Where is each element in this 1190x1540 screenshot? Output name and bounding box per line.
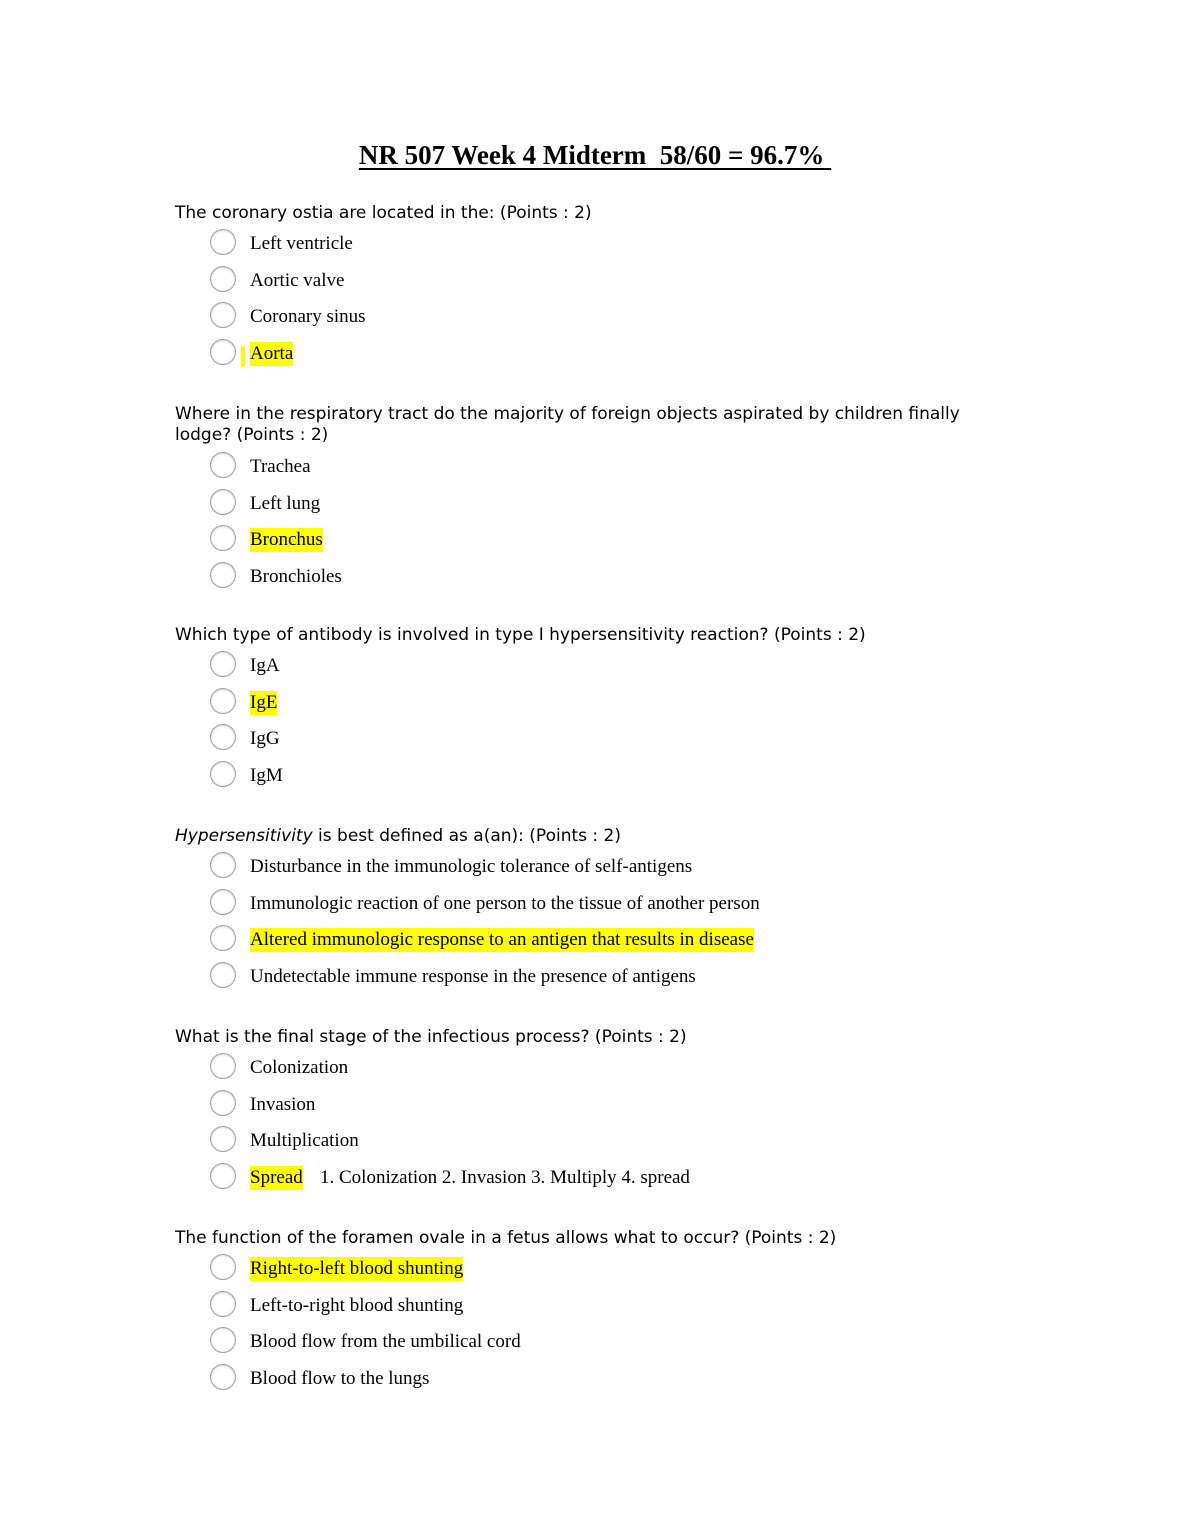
answer-label: Undetectable immune response in the presence of antigens xyxy=(250,966,696,987)
answer-label: IgE xyxy=(250,692,278,713)
highlight-mark xyxy=(241,346,245,367)
answer-label: Aorta xyxy=(250,343,294,364)
question-text: Where in the respiratory tract do the majority of foreign objects aspirated by children finally lodge? (Points : 2) xyxy=(175,404,960,445)
question-text: The function of the foramen ovale in a fetus allows what to occur? (Points : 2) xyxy=(175,1228,837,1248)
answer-note: 1. Colonization 2. Invasion 3. Multiply 4. spread xyxy=(320,1167,690,1188)
answer-label: Immunologic reaction of one person to the tissue of another person xyxy=(250,893,760,914)
answer-option[interactable] xyxy=(208,651,1008,685)
question-text: Which type of antibody is involved in type I hypersensitivity reaction? (Points : 2) xyxy=(175,625,866,645)
radio-button[interactable] xyxy=(210,1126,236,1152)
answer-label: Left-to-right blood shunting xyxy=(250,1295,464,1316)
answer-option[interactable] xyxy=(208,1327,1008,1361)
answer-label: Spread xyxy=(250,1167,303,1188)
answer-label: Colonization xyxy=(250,1057,349,1078)
answer-label: Blood flow to the lungs xyxy=(250,1368,430,1389)
radio-button[interactable] xyxy=(210,925,236,951)
radio-button[interactable] xyxy=(210,562,236,588)
answer-label: Bronchioles xyxy=(250,566,342,587)
answer-option[interactable] xyxy=(208,229,1008,263)
radio-button[interactable] xyxy=(210,452,236,478)
answer-label: Disturbance in the immunologic tolerance of self-antigens xyxy=(250,856,693,877)
radio-button[interactable] xyxy=(210,1254,236,1280)
radio-button[interactable] xyxy=(210,1090,236,1116)
answer-option[interactable] xyxy=(208,562,1008,596)
answer-label: Trachea xyxy=(250,456,311,477)
answer-label: Right-to-left blood shunting xyxy=(250,1258,464,1279)
question-text-italic: Hypersensitivity xyxy=(175,826,313,846)
answer-label: Blood flow from the umbilical cord xyxy=(250,1331,521,1352)
question-text: What is the final stage of the infectious process? (Points : 2) xyxy=(175,1027,687,1047)
radio-button[interactable] xyxy=(210,339,236,365)
answer-option-highlighted[interactable] xyxy=(208,688,1008,722)
answer-label: Aortic valve xyxy=(250,270,345,291)
answer-option[interactable] xyxy=(208,1053,1008,1087)
radio-button[interactable] xyxy=(210,1327,236,1353)
radio-button[interactable] xyxy=(210,266,236,292)
answer-option[interactable] xyxy=(208,761,1008,795)
answer-label: Altered immunologic response to an antigen that results in disease xyxy=(250,929,754,950)
answer-option[interactable] xyxy=(208,889,1008,923)
radio-button[interactable] xyxy=(210,852,236,878)
radio-button[interactable] xyxy=(210,761,236,787)
radio-button[interactable] xyxy=(210,724,236,750)
answer-option[interactable] xyxy=(208,302,1008,336)
radio-button[interactable] xyxy=(210,229,236,255)
answer-option[interactable] xyxy=(208,489,1008,523)
answer-option-highlighted[interactable] xyxy=(208,1254,1008,1288)
answer-option-highlighted[interactable] xyxy=(208,925,1008,959)
radio-button[interactable] xyxy=(210,651,236,677)
answer-option[interactable] xyxy=(208,1126,1008,1160)
answer-label: Invasion xyxy=(250,1094,316,1115)
question-text-rest: is best defined as a(an): (Points : 2) xyxy=(312,826,621,846)
answer-label: Left lung xyxy=(250,493,321,514)
answer-label: Multiplication xyxy=(250,1130,359,1151)
answer-label: IgG xyxy=(250,728,280,749)
answer-option-highlighted[interactable] xyxy=(208,339,1008,373)
radio-button[interactable] xyxy=(210,302,236,328)
radio-button[interactable] xyxy=(210,1163,236,1189)
radio-button[interactable] xyxy=(210,962,236,988)
radio-button[interactable] xyxy=(210,1364,236,1390)
radio-button[interactable] xyxy=(210,1053,236,1079)
answer-label: IgA xyxy=(250,655,280,676)
answer-option[interactable] xyxy=(208,962,1008,996)
answer-option[interactable] xyxy=(208,1090,1008,1124)
question-text: The coronary ostia are located in the: (Points : 2) xyxy=(175,203,592,223)
answer-label: Bronchus xyxy=(250,529,323,550)
radio-button[interactable] xyxy=(210,688,236,714)
answer-option-highlighted[interactable] xyxy=(208,1163,1008,1197)
radio-button[interactable] xyxy=(210,489,236,515)
answer-option[interactable] xyxy=(208,724,1008,758)
answer-option[interactable] xyxy=(208,452,1008,486)
answer-label: Left ventricle xyxy=(250,233,353,254)
answer-option[interactable] xyxy=(208,1364,1008,1398)
answer-label: IgM xyxy=(250,765,283,786)
radio-button[interactable] xyxy=(210,1291,236,1317)
question-text xyxy=(175,826,1005,847)
answer-label: Coronary sinus xyxy=(250,306,366,327)
radio-button[interactable] xyxy=(210,525,236,551)
answer-option-highlighted[interactable] xyxy=(208,525,1008,559)
page-title: NR 507 Week 4 Midterm 58/60 = 96.7% xyxy=(358,140,832,170)
answer-option[interactable] xyxy=(208,852,1008,886)
answer-option[interactable] xyxy=(208,266,1008,300)
answer-option[interactable] xyxy=(208,1291,1008,1325)
radio-button[interactable] xyxy=(210,889,236,915)
